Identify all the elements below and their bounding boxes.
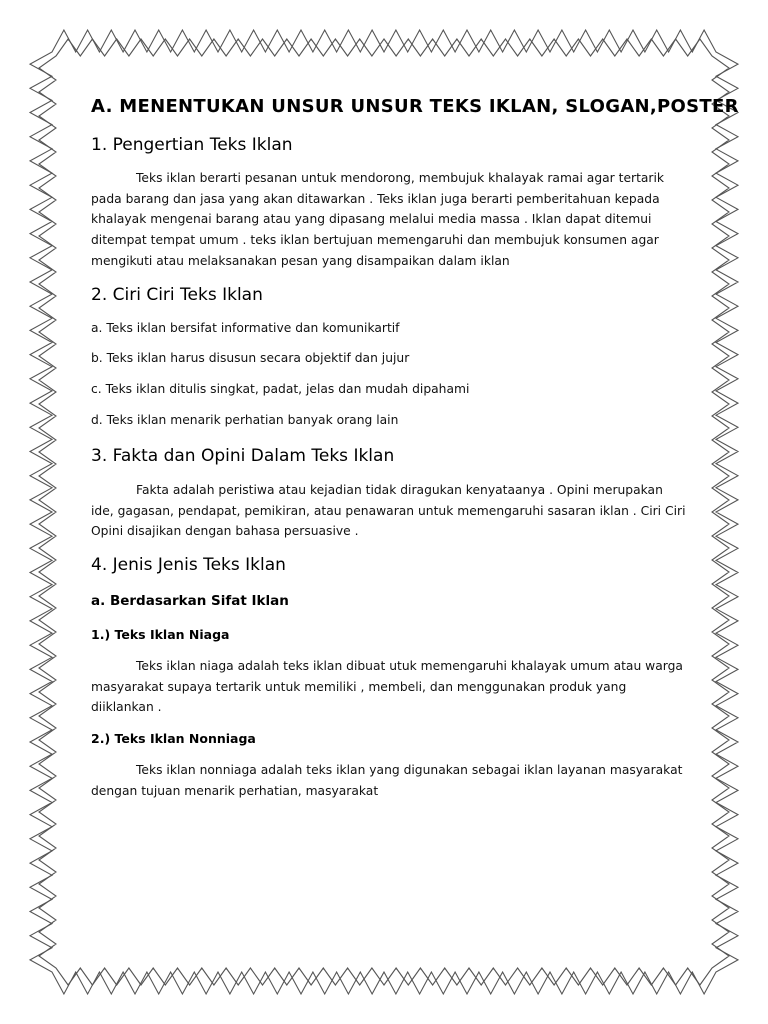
section-heading-jenis: 4. Jenis Jenis Teks Iklan [91, 555, 286, 575]
subheading-iklan-niaga: 1.) Teks Iklan Niaga [91, 627, 230, 642]
paragraph-iklan-niaga [91, 656, 683, 718]
list-item: b. Teks iklan harus disusun secara objektif dan jujur [91, 351, 410, 365]
paragraph-line: Teks iklan niaga adalah teks iklan dibuat utuk memengaruhi khalayak umum atau warga [136, 659, 683, 673]
list-item: d. Teks iklan menarik perhatian banyak orang lain [91, 413, 399, 427]
section-heading-pengertian: 1. Pengertian Teks Iklan [91, 135, 293, 155]
section-heading-fakta-opini: 3. Fakta dan Opini Dalam Teks Iklan [91, 446, 395, 466]
paragraph-fakta-opini [91, 480, 685, 542]
paragraph-line: Fakta adalah peristiwa atau kejadian tidak diragukan kenyataanya . Opini merupakan [136, 483, 663, 497]
list-item: a. Teks iklan bersifat informative dan komunikartif [91, 321, 400, 335]
paragraph-line: Teks iklan nonniaga adalah teks iklan yang digunakan sebagai iklan layanan masyarakat [136, 763, 683, 777]
list-item: c. Teks iklan ditulis singkat, padat, jelas dan mudah dipahami [91, 382, 470, 396]
paragraph-pengertian [91, 168, 664, 271]
subheading-sifat-iklan: a. Berdasarkan Sifat Iklan [91, 593, 289, 609]
paragraph-line: diiklankan . [91, 700, 162, 715]
section-heading-ciri: 2. Ciri Ciri Teks Iklan [91, 285, 263, 305]
paragraph-iklan-nonniaga [91, 760, 682, 801]
subheading-iklan-nonniaga: 2.) Teks Iklan Nonniaga [91, 731, 256, 746]
paragraph-line: ide, gagasan, pendapat, pemikiran, atau penawaran untuk memengaruhi sasaran iklan . Ciri Ciri [91, 503, 686, 518]
document-title: A. MENENTUKAN UNSUR UNSUR TEKS IKLAN, SLOGAN,POSTER [91, 96, 739, 117]
paragraph-line: khalayak mengenai barang atau yang dipasang melalui media massa . Iklan dapat ditemui [91, 212, 652, 227]
paragraph-line: mengikuti atau melaksanakan pesan yang disampaikan dalam iklan [91, 253, 510, 268]
paragraph-line: ditempat tempat umum . teks iklan bertujuan memengaruhi dan membujuk konsumen agar [91, 233, 659, 248]
paragraph-line: Teks iklan berarti pesanan untuk mendorong, membujuk khalayak ramai agar tertarik [136, 171, 665, 185]
paragraph-line: masyarakat supaya tertarik untuk memiliki , membeli, dan menggunakan produk yang [91, 679, 627, 694]
paragraph-line: pada barang dan jasa yang akan ditawarkan . Teks iklan juga berarti pemberitahuan kepada [91, 191, 660, 206]
paragraph-line: Opini disajikan dengan bahasa persuasive . [91, 524, 359, 539]
paragraph-line: dengan tujuan menarik perhatian, masyarakat [91, 783, 379, 798]
